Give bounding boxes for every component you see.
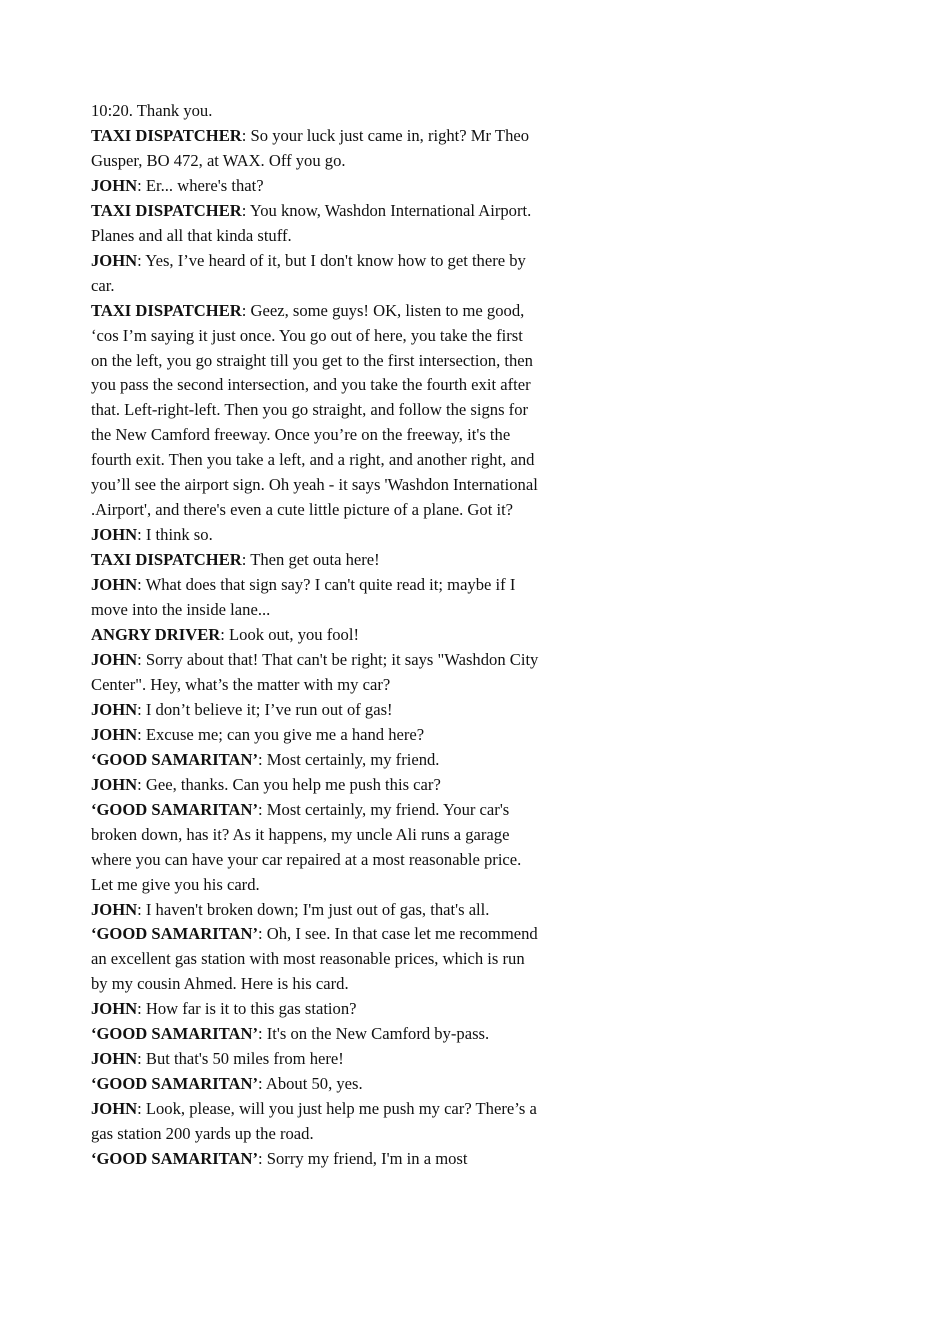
speaker-separator: : [258, 799, 267, 819]
speaker-separator: : [258, 924, 267, 944]
speaker-separator: : [137, 774, 146, 794]
speaker-name: TAXI DISPATCHER [91, 550, 242, 570]
speaker-separator: : [137, 1049, 146, 1069]
dialogue-text: Er... where's that? [145, 175, 264, 195]
speaker-name: TAXI DISPATCHER [91, 300, 242, 320]
dialogue-line [91, 798, 543, 898]
speaker-name: ‘GOOD SAMARITAN’ [91, 1149, 259, 1169]
dialogue-text: How far is it to this gas station? [145, 999, 357, 1019]
speaker-name: ‘GOOD SAMARITAN’ [91, 1074, 259, 1094]
dialogue-line [91, 1097, 543, 1147]
dialogue-text: Gee, thanks. Can you help me push this car? [145, 774, 441, 794]
speaker-name: ‘GOOD SAMARITAN’ [91, 799, 259, 819]
speaker-separator: : [137, 649, 146, 669]
dialogue-text: You know, Washdon International Airport. Planes and all that kinda stuff. [91, 200, 532, 245]
speaker-name: TAXI DISPATCHER [91, 125, 242, 145]
speaker-name: JOHN [91, 999, 138, 1019]
dialogue-line [91, 623, 543, 648]
speaker-name: JOHN [91, 1049, 138, 1069]
speaker-name: JOHN [91, 649, 138, 669]
dialogue-line [91, 773, 543, 798]
speaker-separator: : [137, 724, 146, 744]
speaker-name: JOHN [91, 699, 138, 719]
speaker-name: JOHN [91, 575, 138, 595]
speaker-separator: : [137, 1099, 146, 1119]
speaker-name: JOHN [91, 525, 138, 545]
speaker-name: TAXI DISPATCHER [91, 200, 242, 220]
dialogue-line [91, 174, 543, 199]
speaker-separator: : [241, 550, 251, 570]
speaker-separator: : [241, 300, 251, 320]
speaker-name: JOHN [91, 724, 138, 744]
dialogue-text: I don’t believe it; I’ve run out of gas! [145, 699, 393, 719]
speaker-name: JOHN [91, 899, 138, 919]
speaker-separator: : [220, 625, 230, 645]
dialogue-line [91, 523, 543, 548]
speaker-name: ‘GOOD SAMARITAN’ [91, 749, 259, 769]
speaker-separator: : [137, 999, 146, 1019]
dialogue-line [91, 723, 543, 748]
speaker-separator: : [241, 125, 251, 145]
dialogue-text: I think so. [145, 525, 213, 545]
dialogue-line [91, 648, 543, 698]
dialogue-text: Oh, I see. In that case let me recommend an excellent gas station with most reasonable prices, which is run by my cousin Ahmed. Here is his card. [91, 924, 538, 994]
speaker-name: ‘GOOD SAMARITAN’ [91, 924, 259, 944]
speaker-separator: : [258, 1074, 266, 1094]
speaker-name: JOHN [91, 1099, 138, 1119]
speaker-name: JOHN [91, 250, 138, 270]
speaker-name: ‘GOOD SAMARITAN’ [91, 1024, 259, 1044]
dialogue-text: I haven't broken down; I'm just out of gas, that's all. [145, 899, 490, 919]
speaker-separator: : [137, 250, 146, 270]
speaker-separator: : [137, 699, 146, 719]
speaker-name: ANGRY DRIVER [91, 625, 221, 645]
dialogue-line [91, 548, 543, 573]
stage-text: 10:20. Thank you. [91, 101, 213, 120]
dialogue-text: What does that sign say? I can't quite read it; maybe if I move into the inside lane... [91, 575, 516, 620]
dialogue-line [91, 1047, 543, 1072]
dialogue-text: Then get outa here! [250, 550, 380, 570]
dialogue-text: Most certainly, my friend. [266, 749, 440, 769]
dialogue-line [91, 299, 543, 524]
dialogue-text: Excuse me; can you give me a hand here? [145, 724, 425, 744]
dialogue-line [91, 997, 543, 1022]
speaker-name: JOHN [91, 175, 138, 195]
dialogue-line [91, 1022, 543, 1047]
dialogue-text: Most certainly, my friend. Your car's broken down, has it? As it happens, my uncle Ali runs a garage where you can have your car repaired at a most reasonable price. Let me give you his card. [91, 799, 522, 894]
dialogue-line [91, 922, 543, 997]
dialogue-line [91, 748, 543, 773]
dialogue-text: About 50, yes. [265, 1074, 363, 1094]
dialogue-line [91, 124, 543, 174]
dialogue-line [91, 99, 543, 124]
dialogue-text: Geez, some guys! OK, listen to me good, ‘cos I’m saying it just once. You go out of here, you take the first on the left, you go straight till you get to the first intersection, then you pass the second intersection, and you take the fourth exit after that. Left-right-left. Then you go straight, and follow the signs for the New Camford freeway. Once you’re on the freeway, it's the fourth exit. Then you take a left, and a right, and another right, and you’ll see the airport sign. Oh yeah - it says 'Washdon International .Airport', and there's even a cute little picture of a plane. Got it? [91, 300, 538, 520]
dialogue-line [91, 1072, 543, 1097]
speaker-separator: : [137, 175, 146, 195]
speaker-separator: : [258, 1024, 267, 1044]
dialogue-text: Yes, I’ve heard of it, but I don't know how to get there by car. [91, 250, 526, 295]
dialogue-text: But that's 50 miles from here! [145, 1049, 344, 1069]
speaker-separator: : [137, 899, 146, 919]
dialogue-text: Look, please, will you just help me push my car? There’s a gas station 200 yards up the road. [91, 1099, 537, 1144]
speaker-name: JOHN [91, 774, 138, 794]
dialogue-line [91, 199, 543, 249]
speaker-separator: : [258, 1149, 267, 1169]
speaker-separator: : [137, 525, 146, 545]
dialogue-text: Sorry my friend, I'm in a most [266, 1149, 468, 1169]
dialogue-text: Sorry about that! That can't be right; it says "Washdon City Center". Hey, what’s the matter with my car? [91, 649, 539, 694]
speaker-separator: : [137, 575, 146, 595]
dialogue-text: It's on the New Camford by-pass. [266, 1024, 490, 1044]
dialogue-text: So your luck just came in, right? Mr Theo Gusper, BO 472, at WAX. Off you go. [91, 125, 530, 170]
dialogue-line [91, 898, 543, 923]
dialogue-line [91, 698, 543, 723]
speaker-separator: : [241, 200, 250, 220]
speaker-separator: : [258, 749, 267, 769]
dialogue-script [91, 99, 543, 1172]
dialogue-line [91, 249, 543, 299]
dialogue-line [91, 1147, 543, 1172]
dialogue-line [91, 573, 543, 623]
dialogue-text: Look out, you fool! [229, 625, 359, 645]
